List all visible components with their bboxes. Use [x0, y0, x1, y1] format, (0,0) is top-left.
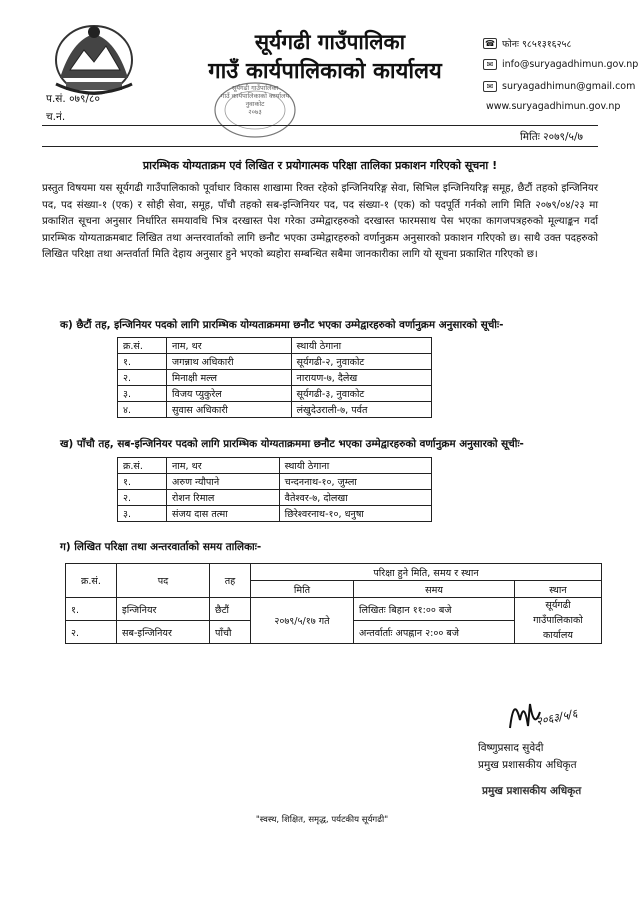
contact-email-1	[483, 59, 638, 70]
col-header-post: पद	[117, 564, 210, 598]
signatory-seal: प्रमुख प्रशासकीय अधिकृत	[482, 785, 582, 797]
office-stamp	[210, 80, 300, 140]
cell-sn: २.	[66, 621, 117, 644]
cell-sn: २.	[118, 370, 167, 386]
cell-interview-time: अन्तर्वार्ताः अपह्नान २:०० बजे	[354, 621, 515, 644]
cell-exam-date: २०७९/५/१७ गते	[251, 598, 354, 644]
office-title-line1: सूर्यगढी गाउँपालिका	[254, 30, 406, 54]
cell-name: संजय दास तत्मा	[167, 506, 280, 522]
envelope-icon: ✉	[483, 59, 497, 70]
phone-icon: ☎	[483, 38, 497, 49]
table-row	[118, 474, 432, 490]
cell-sn: १.	[118, 474, 167, 490]
col-header-name: नाम, थर	[167, 338, 292, 354]
table-row	[118, 506, 432, 522]
cell-name: सुवास अधिकारी	[167, 402, 292, 418]
col-header-time: समय	[354, 581, 515, 598]
col-header-level: तह	[210, 564, 251, 598]
sub-engineer-candidates-table	[117, 457, 432, 522]
cell-written-time: लिखितः बिहान ११:०० बजे	[354, 598, 515, 621]
stamp-line: गाउँ कार्यपालिकाको कार्यालय	[220, 92, 290, 100]
cell-address: चन्दननाथ-१०, जुम्ला	[279, 474, 431, 490]
cell-address: सूर्यगढी-३, नुवाकोट	[291, 386, 431, 402]
contact-email-2	[483, 81, 635, 92]
office-title-line2: गाउँ कार्यपालिकाको कार्यालय	[208, 59, 442, 84]
col-header-date: मिति	[251, 581, 354, 598]
exam-schedule-table	[65, 563, 602, 644]
cell-sn: ३.	[118, 506, 167, 522]
notice-body: प्रस्तुत विषयमा यस सूर्यगढी गाउँपालिकाको पूर्वाधार विकास शाखामा रिक्त रहेको इन्जिनियरिङ्ग सेवा, सिभिल इन्जिनियरिङ्ग समूह, छैटौं तहको इन्जिनियर पद, पद संख्या-१ (एक) र सोही सेवा, समूह, पाँचौ तहको सब-इन्जिनियर पद, पद संख्या-१ (एक) को पदपूर्ति गर्नको लागि मिति २०७९/०४/२३ मा प्रकाशित सूचना अनुसार निर्धारित समयावधि भित्र दरखास्त पेश गरेका उम्मेद्वारहरुको दरखास्त फारमसाथ पेस भएका कागजपत्रहरुको मूल्याङ्कन गर्दा प्रारम्भिक योग्यताक्रमबाट लिखित तथा अन्तरवार्ताको लागि छनौट भएका उम्मेद्वारहरुको वर्णानुक्रम अनुसारको प्रकाशन गरिएको छ। साथै उक्त पदहरुको लिखित परिक्षा तथा अन्तर्वार्ता मिति देहाय अनुसार हुने भएको ब्यहोरा सम्बन्धित सबैमा जानकारीका लागि यो सूचना प्रकाशित गरिएको छ।	[42, 183, 598, 260]
stamp-line: २०७३	[248, 108, 262, 116]
col-header-address: स्थायी ठेगाना	[291, 338, 431, 354]
col-header-sn: क्र.सं.	[118, 458, 167, 474]
col-header-exam-group: परिक्षा हुने मिति, समय र स्थान	[251, 564, 602, 581]
section-a-heading: क) छैटौं तह, इन्जिनियर पदको लागि प्रारम्भिक योग्यताक्रममा छनौट भएका उम्मेद्वारहरुको वर्णानुक्रम अनुसारको सूचीः-	[60, 319, 504, 331]
nepal-emblem-icon	[52, 20, 136, 98]
cell-address: छिरेश्वरनाथ-१०, धनुषा	[279, 506, 431, 522]
cell-name: मिनाक्षी मल्ल	[167, 370, 292, 386]
col-header-sn: क्र.सं.	[66, 564, 117, 598]
cell-address: वैतेश्वर-७, दोलखा	[279, 490, 431, 506]
footer-slogan: "स्वस्थ, शिक्षित, समृद्ध, पर्यटकीय सूर्यगढी"	[255, 815, 389, 825]
cell-name: अरुण न्यौपाने	[167, 474, 280, 490]
website-text[interactable]: www.suryagadhimun.gov.np	[486, 101, 621, 112]
cell-post: सब-इन्जिनियर	[117, 621, 210, 644]
signature-date: २०६३/५/६	[535, 706, 579, 729]
cell-exam-place: सूर्यगढी गाउँपालिकाको कार्यालय	[515, 598, 602, 644]
cell-sn: १.	[66, 598, 117, 621]
cell-address: सूर्यगढी-२, नुवाकोट	[291, 354, 431, 370]
cell-sn: ३.	[118, 386, 167, 402]
col-header-place: स्थान	[515, 581, 602, 598]
cell-name: रोशन रिमाल	[167, 490, 280, 506]
cell-name: जगन्नाथ अधिकारी	[167, 354, 292, 370]
cell-address: लंखुदेउराली-७, पर्वत	[291, 402, 431, 418]
contact-phone	[483, 37, 571, 50]
cell-post: इन्जिनियर	[117, 598, 210, 621]
signature-scribble	[500, 690, 590, 735]
email-text-2[interactable]: suryagadhimun@gmail.com	[502, 81, 636, 92]
table-row	[118, 386, 432, 402]
col-header-sn: क्र.सं.	[118, 338, 167, 354]
stamp-line: सूर्यगढी गाउँपालिका	[231, 84, 279, 92]
table-row	[118, 354, 432, 370]
cell-name: विजय प्युकुरेल	[167, 386, 292, 402]
cell-address: नारायण-७, दैलेख	[291, 370, 431, 386]
notice-date: मितिः २०७९/५/७	[520, 131, 583, 143]
table-row	[118, 402, 432, 418]
cell-sn: २.	[118, 490, 167, 506]
stamp-line: नुवाकोट	[245, 100, 265, 108]
table-header-row	[118, 458, 432, 474]
dispatch-number: च.नं.	[46, 111, 66, 123]
cell-sn: ४.	[118, 402, 167, 418]
envelope-icon: ✉	[483, 81, 497, 92]
col-header-address: स्थायी ठेगाना	[279, 458, 431, 474]
cell-level: छैटौं	[210, 598, 251, 621]
col-header-name: नाम, थर	[167, 458, 280, 474]
phone-text: फोनः ९८५१३१६२५८	[502, 39, 572, 50]
table-row	[66, 598, 602, 621]
table-header-row	[118, 338, 432, 354]
signatory-title: प्रमुख प्रशासकीय अधिकृत	[478, 759, 577, 771]
cell-sn: १.	[118, 354, 167, 370]
signatory-name: विष्णुप्रसाद सुवेदी	[478, 742, 544, 754]
notice-subject: प्रारम्भिक योग्यताक्रम एवं लिखित र प्रयोगात्मक परिक्षा तालिका प्रकाशन गरिएको सूचना !	[142, 159, 498, 172]
email-text-1[interactable]: info@suryagadhimun.gov.np	[502, 59, 639, 70]
contact-website	[486, 101, 620, 112]
table-row	[118, 370, 432, 386]
section-c-heading: ग) लिखित परिक्षा तथा अन्तरवार्ताको समय तालिकाः-	[60, 541, 262, 553]
table-row	[118, 490, 432, 506]
reference-number: प.सं. ०७९/८०	[46, 93, 100, 105]
section-b-heading: ख) पाँचौ तह, सब-इन्जिनियर पदको लागि प्रारम्भिक योग्यताक्रममा छनौट भएका उम्मेद्वारहरुको वर्णानुक्रम अनुसारको सूचीः-	[60, 438, 524, 450]
table-header-row	[66, 564, 602, 581]
date-divider	[42, 146, 598, 147]
cell-level: पाँचौ	[210, 621, 251, 644]
header-divider	[42, 125, 598, 126]
engineer-candidates-table	[117, 337, 432, 418]
